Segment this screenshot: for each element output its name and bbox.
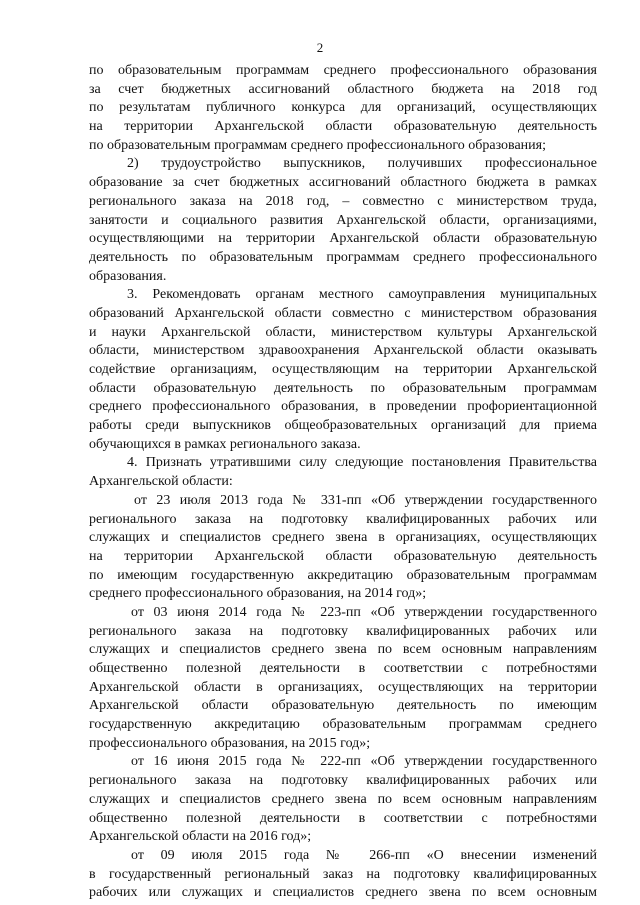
text-line: 3. Рекомендовать органам местного самоуправления муниципальных (127, 287, 597, 303)
text-line: от 23 июля 2013 года № 331-пп «Об утверждении государственного (134, 492, 597, 508)
text-line: регионального заказа на подготовку квалифицированных рабочих или (89, 623, 597, 639)
text-line: образование за счет бюджетных ассигнований областного бюджета в рамках (89, 175, 597, 191)
text-line: в государственный региональный заказ на подготовку квалифицированных (89, 866, 597, 882)
text-line: на территории Архангельской области образовательную деятельность (89, 119, 597, 135)
document-body (89, 62, 597, 903)
text-line: среднего профессионального образования, в проведении профориентационной (89, 399, 597, 415)
text-line: регионального заказа на подготовку квалифицированных рабочих или (89, 773, 597, 789)
text-line: и науки Архангельской области, министерством культуры Архангельской (89, 324, 597, 340)
text-line: служащих и специалистов среднего звена по всем основным направлениям (89, 791, 597, 807)
text-line: служащих и специалистов среднего звена по всем основным направлениям (89, 642, 597, 658)
text-line: по образовательным программам среднего профессионального образования; (89, 137, 546, 153)
text-line: по имеющим государственную аккредитацию образовательным программам (89, 567, 597, 583)
text-line: области образовательную деятельность по образовательным программам (89, 380, 597, 396)
text-line: занятости и социального развития Архангельской области, организациями, (89, 212, 597, 228)
text-line: 4. Признать утратившими силу следующие постановления Правительства (127, 455, 597, 471)
text-line: на территории Архангельской области образовательную деятельность (89, 548, 597, 564)
text-line: общественно полезной деятельности в соответствии с потребностями (89, 810, 597, 826)
text-line: от 16 июня 2015 года № 222-пп «Об утверждении государственного (131, 754, 597, 770)
text-line: Архангельской области на 2016 год»; (89, 829, 312, 845)
text-line: по образовательным программам среднего профессионального образования (89, 63, 597, 78)
text-line: регионального заказа на 2018 год, – совместно с министерством труда, (89, 193, 597, 209)
text-line: государственную аккредитацию образовательным программам среднего (89, 717, 597, 733)
page-number: 2 (316, 40, 324, 55)
text-line: по результатам публичного конкурса для организаций, осуществляющих (89, 100, 597, 116)
text-line: образований Архангельской области совместно с министерством образования (89, 305, 597, 321)
text-line: регионального заказа на подготовку квалифицированных рабочих или (89, 511, 597, 527)
text-line: Архангельской области: (89, 474, 233, 490)
text-line: от 09 июля 2015 года № 266-пп «О внесении изменений (131, 847, 597, 863)
text-line: Архангельской области в организациях, осуществляющих на территории (89, 679, 597, 695)
text-line: работы среди выпускников общеобразовательных организаций для приема (89, 418, 597, 434)
text-line: общественно полезной деятельности в соответствии с потребностями (89, 661, 597, 676)
text-line: обучающихся в рамках регионального заказа. (89, 436, 361, 452)
text-line: рабочих или служащих и специалистов среднего звена по всем основным (89, 885, 597, 901)
text-line: содействие организациям, осуществляющим на территории Архангельской (89, 362, 597, 377)
text-line: области, министерством здравоохранения Архангельской области оказывать (89, 343, 597, 359)
text-line: образования. (89, 268, 167, 284)
text-line: профессионального образования, на 2015 год»; (89, 735, 371, 751)
text-line: деятельность по образовательным программам среднего профессионального (89, 249, 597, 265)
text-line: среднего профессионального образования, на 2014 год»; (89, 586, 427, 602)
text-line: за счет бюджетных ассигнований областного бюджета на 2018 год (89, 81, 597, 97)
text-line: осуществляющими на территории Архангельской области образовательную (89, 231, 597, 247)
text-line: от 03 июня 2014 года № 223-пп «Об утверждении государственного (131, 604, 597, 620)
text-line: Архангельской области образовательную деятельность по имеющим (89, 698, 597, 714)
text-line: служащих и специалистов среднего звена в организациях, осуществляющих (89, 530, 597, 546)
text-line: 2) трудоустройство выпускников, получивших профессиональное (127, 156, 597, 172)
